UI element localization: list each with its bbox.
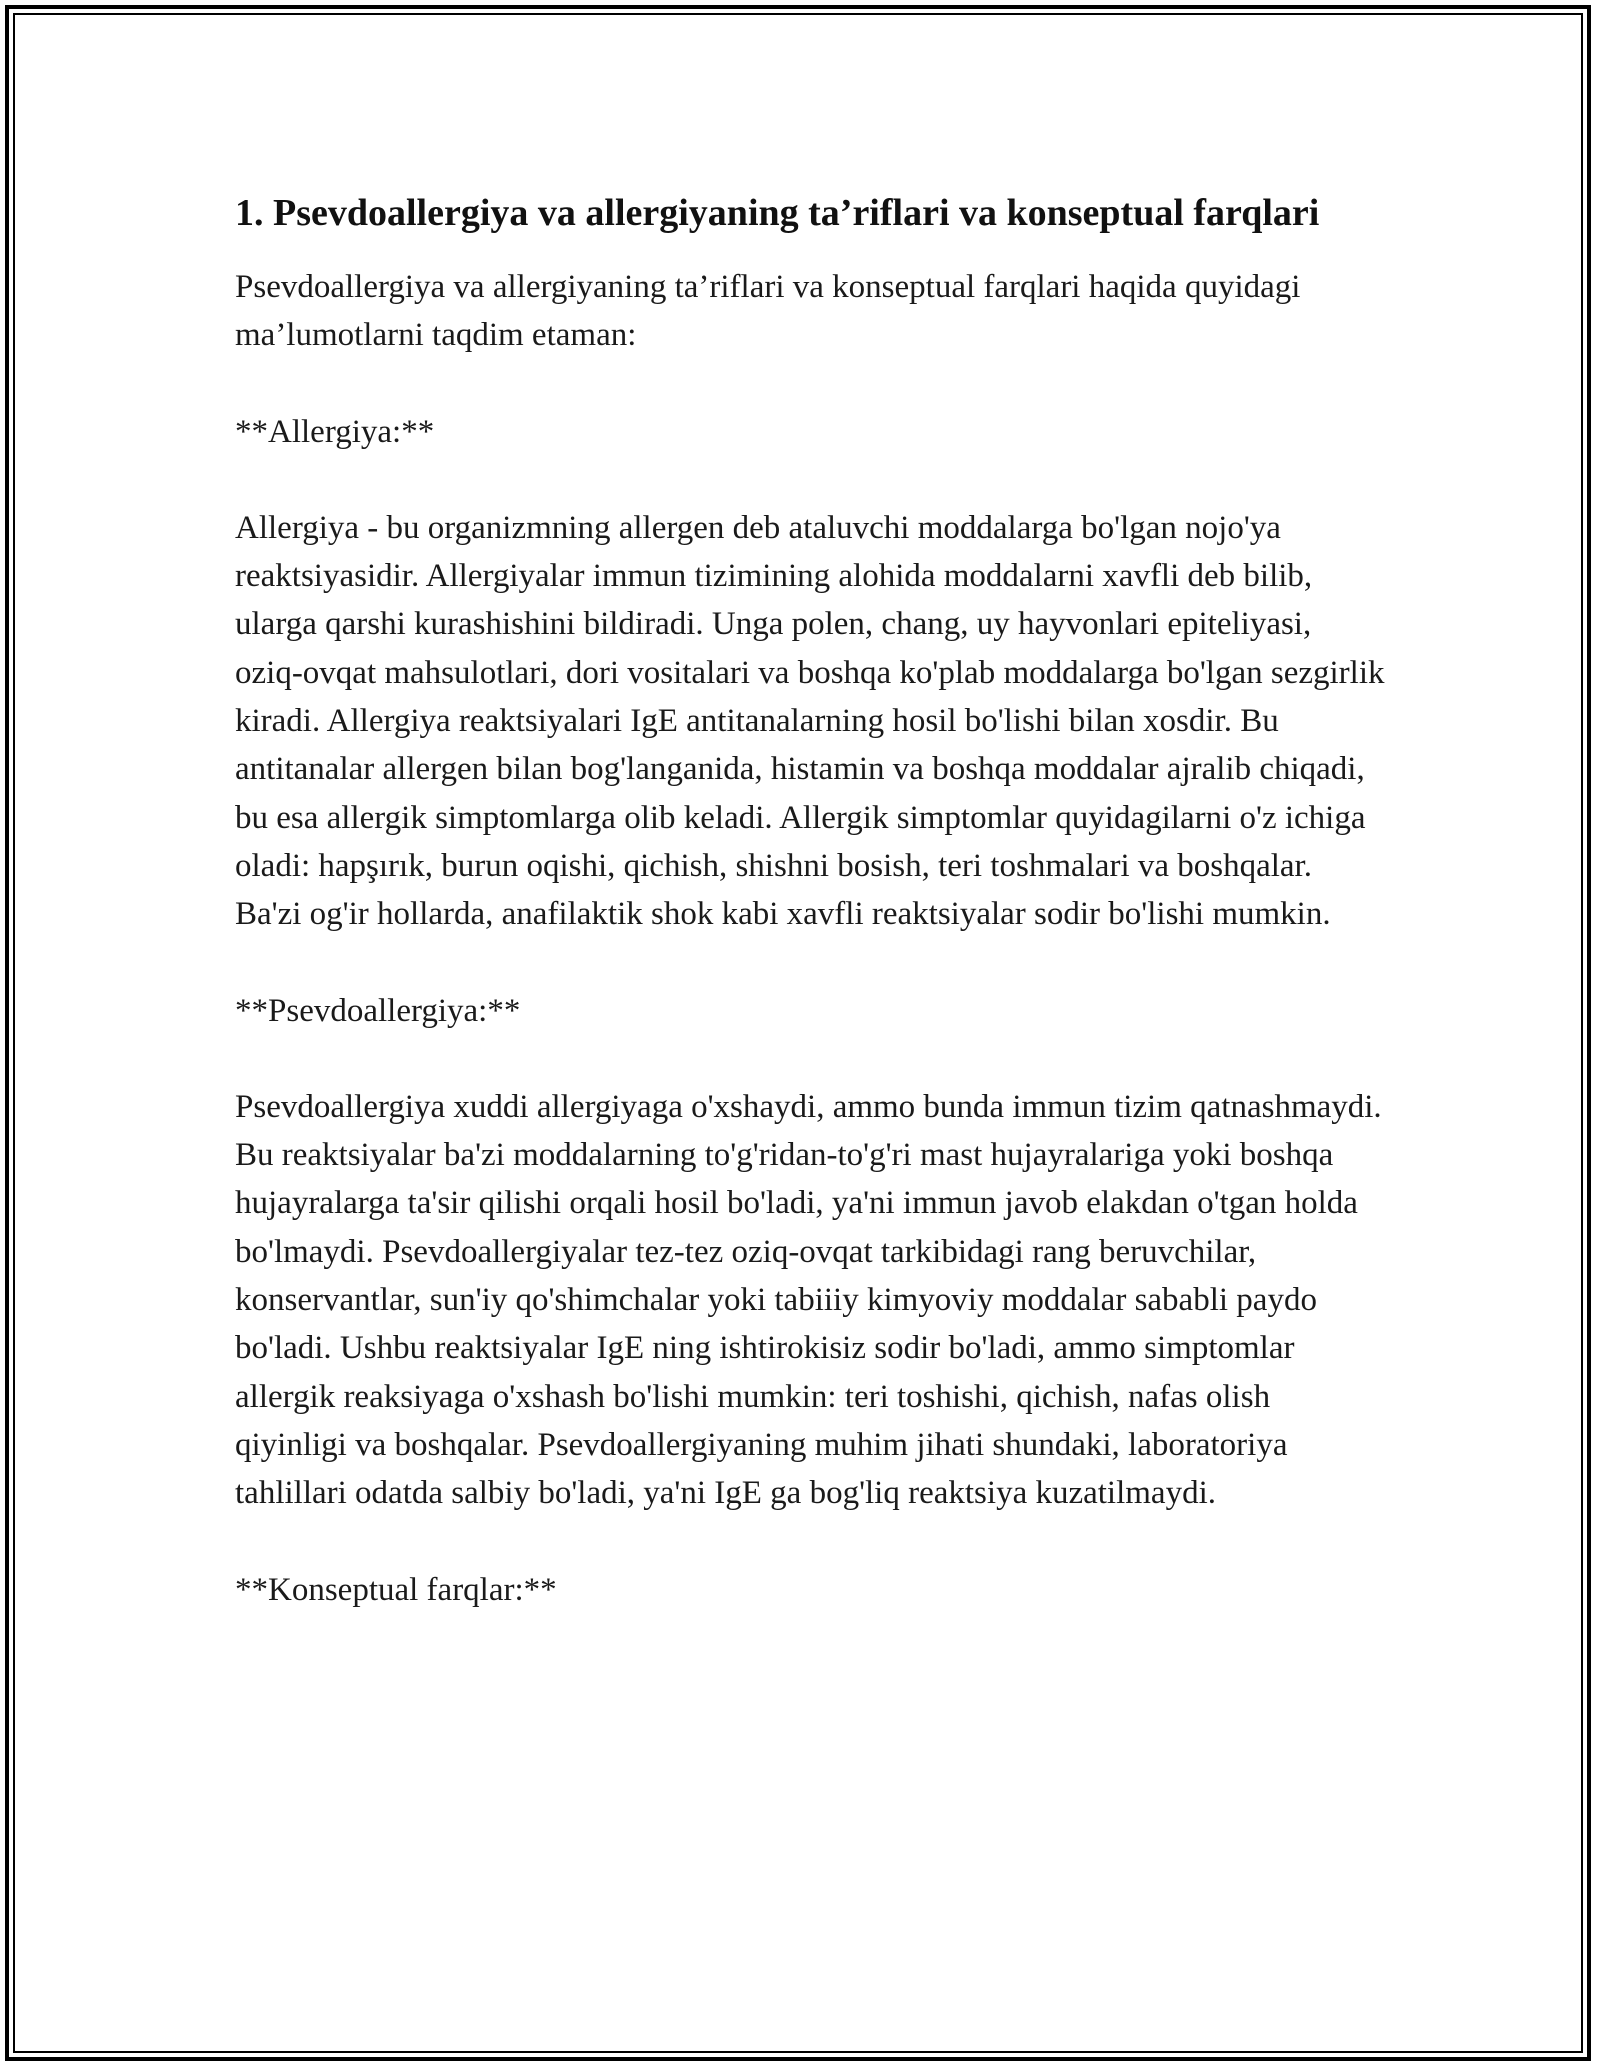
intro-paragraph: Psevdoallergiya va allergiyaning ta’riflari va konseptual farqlari haqida quyidagi ma’lumotlarni taqdim etaman:: [235, 269, 1301, 354]
conceptual-differences-label: **Konseptual farqlar:**: [235, 1571, 557, 1608]
section-heading: 1. Psevdoallergiya va allergiyaning ta’riflari va konseptual farqlari: [235, 192, 1320, 234]
pseudoallergy-label: **Psevdoallergiya:**: [235, 992, 521, 1029]
allergy-paragraph: Allergiya - bu organizmning allergen deb ataluvchi moddalarga bo'lgan nojo'ya reaktsiyasidir. Allergiyalar immun tizimining alohida moddalarni xavfli deb bilib, ularga qarshi kurashishini bildiradi. Unga polen, chang, uy hayvonlari epiteliyasi, oziq-ovqat mahsulotlari, dori vositalari va boshqa ko'plab moddalarga bo'lgan sezgirlik kiradi. Allergiya reaktsiyalari IgE antitanalarning hosil bo'lishi bilan xosdir. Bu antitanalar allergen bilan bog'langanida, histamin va boshqa moddalar ajralib chiqadi, bu esa allergik simptomlarga olib keladi. Allergik simptomlar quyidagilarni o'z ichiga oladi: hapşırık, burun oqishi, qichish, shishni bosish, teri toshmalari va boshqalar. Ba'zi og'ir hollarda, anafilaktik shok kabi xavfli reaktsiyalar sodir bo'lishi mumkin.: [235, 509, 1385, 933]
document-body: [235, 185, 1385, 1662]
allergy-label: **Allergiya:**: [235, 413, 435, 450]
pseudoallergy-paragraph: Psevdoallergiya xuddi allergiyaga o'xshaydi, ammo bunda immun tizim qatnashmaydi. Bu reaktsiyalar ba'zi moddalarning to'g'ridan-to'g'ri mast hujayralariga yoki boshqa hujayralarga ta'sir qilishi orqali hosil bo'ladi, ya'ni immun javob elakdan o'tgan holda bo'lmaydi. Psevdoallergiyalar tez-tez oziq-ovqat tarkibidagi rang beruvchilar, konservantlar, sun'iy qo'shimchalar yoki tabiiiy kimyoviy moddalar sababli paydo bo'ladi. Ushbu reaktsiyalar IgE ning ishtirokisiz sodir bo'ladi, ammo simptomlar allergik reaksiyaga o'xshash bo'lishi mumkin: teri toshishi, qichish, nafas olish qiyinligi va boshqalar. Psevdoallergiyaning muhim jihati shundaki, laboratoriya tahlillari odatda salbiy bo'ladi, ya'ni IgE ga bog'liq reaktsiya kuzatilmaydi.: [235, 1088, 1382, 1512]
